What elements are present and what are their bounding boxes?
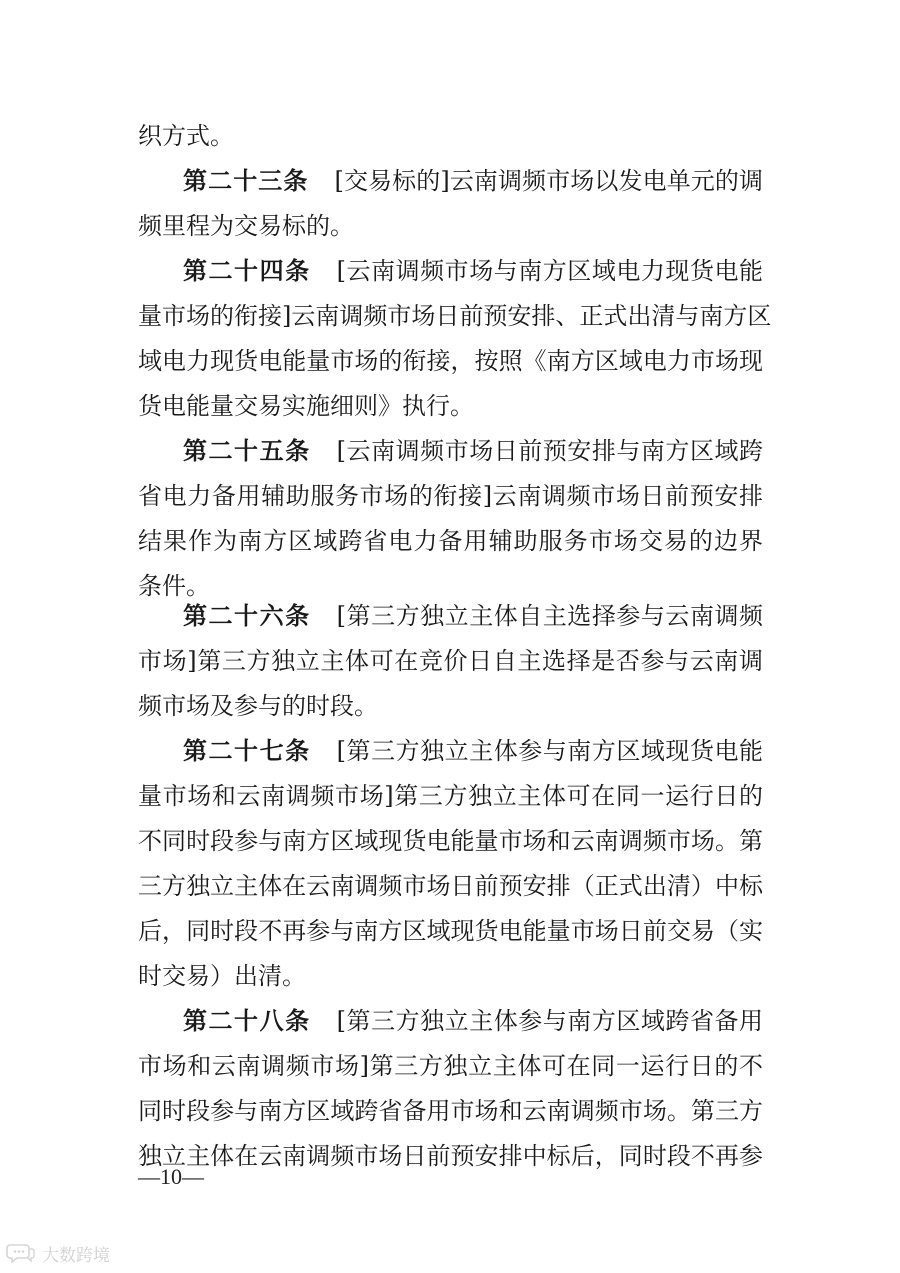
article-24-line-3: 域电力现货电能量市场的衔接，按照《南方区域电力市场现	[138, 347, 763, 375]
chat-bubble-icon	[6, 1242, 36, 1264]
article-26-line-1: 第二十六条 [第三方独立主体自主选择参与云南调频	[183, 602, 764, 630]
article-23-line-2: 频里程为交易标的。	[138, 212, 354, 240]
article-27-line-1: 第二十七条 [第三方独立主体参与南方区域现货电能	[183, 737, 764, 765]
article-24-line-1: 第二十四条 [云南调频市场与南方区域电力现货电能	[183, 257, 764, 285]
carryover-line: 织方式。	[138, 122, 234, 150]
article-25-line-1: 第二十五条 [云南调频市场日前预安排与南方区域跨	[183, 437, 764, 465]
article-28-line-1: 第二十八条 [第三方独立主体参与南方区域跨省备用	[183, 1007, 764, 1035]
article-23-line-1: 第二十三条 [交易标的]云南调频市场以发电单元的调	[183, 167, 763, 195]
article-28-line-2: 市场和云南调频市场]第三方独立主体可在同一运行日的不	[138, 1052, 763, 1080]
article-23-number: 第二十三条	[183, 167, 309, 195]
article-26-line-2: 市场]第三方独立主体可在竞价日自主选择是否参与云南调	[138, 647, 763, 675]
page-number: —10—	[138, 1164, 204, 1189]
article-24-line-4: 货电能量交易实施细则》执行。	[138, 392, 474, 420]
article-27-line-4: 三方独立主体在云南调频市场日前预安排（正式出清）中标	[138, 872, 763, 900]
watermark	[6, 1240, 110, 1266]
article-25-number: 第二十五条	[183, 437, 311, 465]
article-28-line-4: 独立主体在云南调频市场日前预安排中标后，同时段不再参	[138, 1142, 763, 1170]
article-27-line-3: 不同时段参与南方区域现货电能量市场和云南调频市场。第	[138, 827, 763, 855]
article-24-line-2: 量市场的衔接]云南调频市场日前预安排、正式出清与南方区	[138, 302, 772, 330]
article-25-line-4: 条件。	[138, 572, 210, 600]
watermark-text: 大数跨境	[42, 1245, 110, 1266]
article-27-line-6: 时交易）出清。	[138, 962, 306, 990]
article-25-line-3: 结果作为南方区域跨省电力备用辅助服务市场交易的边界	[138, 527, 763, 555]
article-27-line-5: 后，同时段不再参与南方区域现货电能量市场日前交易（实	[138, 917, 763, 945]
article-25-line-2: 省电力备用辅助服务市场的衔接]云南调频市场日前预安排	[138, 482, 763, 510]
article-26-line-3: 频市场及参与的时段。	[138, 692, 378, 720]
article-28-line-3: 同时段参与南方区域跨省备用市场和云南调频市场。第三方	[138, 1097, 763, 1125]
article-26-number: 第二十六条	[183, 602, 311, 630]
article-27-number: 第二十七条	[183, 737, 311, 765]
article-27-line-2: 量市场和云南调频市场]第三方独立主体可在同一运行日的	[138, 782, 763, 810]
article-24-number: 第二十四条	[183, 257, 311, 285]
article-28-number: 第二十八条	[183, 1007, 311, 1035]
